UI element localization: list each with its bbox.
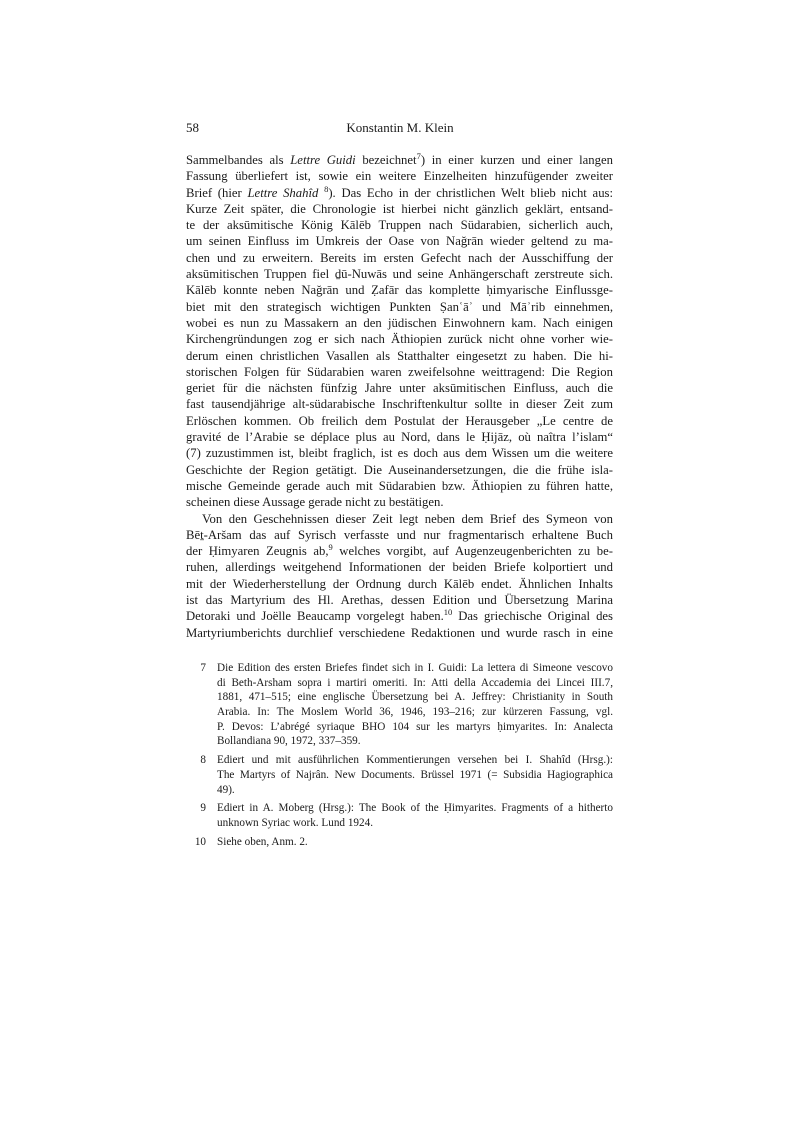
- footnote-reference: 7: [416, 151, 421, 161]
- text-run: chen und zu erweitern. Bereits im ersten Gefecht nach der Ausschiffung der: [186, 250, 613, 265]
- text-run: mit der Wiederherstellung der Ordnung durch Kālēb endet. Ähnlichen Inhalts: [186, 576, 613, 591]
- text-run: Das griechische Original des: [452, 609, 613, 624]
- text-line: [186, 413, 613, 429]
- text-run: ist das Martyrium des Hl. Arethas, dessen Edition und Übersetzung Marina: [186, 593, 613, 608]
- footnote-7: [186, 661, 613, 749]
- text-run: mische Gemeinde gerade auch mit Südarabien bzw. Äthiopien zu führen hatte,: [186, 478, 613, 493]
- footnote-10: [186, 835, 613, 850]
- footnote-line: unknown Syriac work. Lund 1924.: [217, 816, 373, 829]
- footnotes: [186, 661, 613, 853]
- text-run: Fassung überliefert ist, sowie ein weitere Einzelheiten hinzufügender zweiter: [186, 169, 613, 184]
- footnote-number: 10: [194, 835, 206, 848]
- text-line: [186, 576, 613, 592]
- footnote-line: P. Devos: L’abrégé syriaque BHO 104 sur les martyrs ḥimyarites. In: Analecta: [217, 720, 613, 733]
- text-run: Brief (hier: [186, 185, 248, 200]
- text-line: [186, 543, 613, 559]
- text-run: biet mit den strategisch wichtigen Punkten Ṣanʿāʾ und Māʾrib einnehmen,: [186, 299, 613, 314]
- running-header-author: Konstantin M. Klein: [346, 120, 454, 135]
- text-run: scheinen diese Aussage gerade nicht zu bestätigen.: [186, 495, 444, 510]
- text-run: wobei es nun zu Massakern an den jüdischen Einwohnern kam. Nach einigen: [186, 315, 613, 330]
- text-line: [186, 494, 613, 510]
- text-run: Kālēb konnte neben Nağrān und Ẓafār das komplette ḥimyarische Einflussge-: [186, 283, 613, 298]
- text-line: [186, 348, 613, 364]
- footnote-number: 7: [200, 662, 206, 674]
- footnote-number: 9: [200, 802, 206, 815]
- text-line: [186, 331, 613, 347]
- text-run: ) in einer kurzen und einer langen: [420, 153, 613, 167]
- text-run: Martyriumberichts durchlief verschiedene Redaktionen und wurde rasch in eine: [186, 625, 613, 640]
- text-run: Bēṯ-Aršam das auf Syrisch verfasste und nur fragmentarisch erhaltene Buch: [186, 527, 613, 542]
- text-line: [186, 152, 613, 168]
- text-line: [186, 462, 613, 478]
- text-run: geriet für die nächsten fünfzig Jahre unter aksūmitischen Einfluss, auch die: [186, 381, 613, 396]
- footnote-line: Bollandiana 90, 1972, 337–359.: [217, 735, 361, 748]
- footnote-reference: 10: [443, 607, 453, 618]
- text-run: gravité de l’Arabie se déplace plus au Nord, dans le Ḥijāz, où naîtra l’islam“: [186, 430, 613, 445]
- text-line: [186, 315, 613, 331]
- text-line: [186, 429, 613, 445]
- text-line: [186, 625, 613, 641]
- text-run: te der aksūmitische König Kālēb Truppen nach Südarabien, sicherlich auch,: [186, 218, 613, 233]
- text-run: fast tausendjährige alt-südarabische Inschriftenkultur sollte in dieser Zeit zum: [186, 397, 613, 412]
- text-run: storischen Folgen für Südarabien waren zweifelsohne weittragend: Die Region: [186, 364, 613, 379]
- body-text: [186, 152, 613, 641]
- text-line: [186, 299, 613, 315]
- text-line: [186, 168, 613, 184]
- text-run: bezeichnet: [355, 153, 417, 167]
- text-line: [186, 282, 613, 298]
- text-line: [186, 217, 613, 233]
- footnote-9: [186, 801, 613, 830]
- text-run: um seinen Einfluss im Umkreis der Oase von Nağrān wieder geltend zu ma-: [186, 234, 613, 249]
- text-run: ). Das Echo in der christlichen Welt blieb nicht aus:: [328, 185, 613, 200]
- text-line: [186, 608, 613, 624]
- text-line: [186, 250, 613, 266]
- footnote-line: 49).: [217, 783, 235, 796]
- text-run: Erlöschen kommen. Ob freilich dem Postulat der Herausgeber „Le centre de: [186, 413, 613, 428]
- footnote-line: Arabia. In: The Moslem World 36, 1946, 193–216; zur kürzeren Fassung, vgl.: [217, 706, 613, 719]
- text-line: [186, 511, 613, 527]
- text-line: [186, 233, 613, 249]
- text-line: [186, 592, 613, 608]
- footnote-line: Ediert und mit ausführlichen Kommentierungen versehen bei I. Shahîd (Hrsg.):: [217, 754, 613, 767]
- text-run: Sammelbandes als: [186, 153, 291, 167]
- text-run: Von den Geschehnissen dieser Zeit legt neben dem Brief des Symeon von: [202, 511, 613, 526]
- footnote-reference: 8: [324, 183, 329, 194]
- footnote-number: 8: [200, 754, 206, 767]
- text-line: [186, 478, 613, 494]
- text-run: (7) zuzustimmen ist, bleibt fraglich, ist es doch aus dem Wissen um die weitere: [186, 446, 613, 461]
- text-line: [186, 380, 613, 396]
- text-line: [186, 559, 613, 575]
- text-run: Detoraki und Joëlle Beaucamp vorgelegt haben.: [186, 609, 444, 624]
- text-line: [186, 364, 613, 380]
- text-run: Geschichte der Region getätigt. Die Auseinandersetzungen, die die frühe isla-: [186, 462, 613, 477]
- footnote-reference: 9: [328, 542, 333, 553]
- text-run: Kurze Zeit später, die Chronologie ist hierbei nicht gänzlich geklärt, entsand-: [186, 201, 613, 216]
- text-line: [186, 445, 613, 461]
- text-line: [186, 201, 613, 217]
- italic-title: Lettre Shahîd: [247, 185, 319, 200]
- text-line: [186, 266, 613, 282]
- footnote-line: Siehe oben, Anm. 2.: [217, 835, 308, 848]
- footnote-line: 1881, 471–515; eine englische Übersetzung bei A. Jeffrey: Christianity in South: [217, 691, 613, 704]
- text-run: ruhen, allerdings weitgehend Informationen der beiden Briefe kolportiert und: [186, 560, 613, 575]
- text-run: aksūmitischen Truppen fiel ḏū-Nuwās und seine Anhängerschaft zerstreute sich.: [186, 267, 613, 282]
- text-line: [186, 185, 613, 201]
- footnote-line: di Beth-Arsham sopra i martiri omeriti. In: Atti della Accademia dei Lincei III.7,: [217, 676, 613, 689]
- footnote-line: Ediert in A. Moberg (Hrsg.): The Book of the Ḥimyarites. Fragments of a hitherto: [217, 802, 613, 815]
- text-run: welches vorgibt, auf Augenzeugenberichten zu be-: [332, 544, 613, 559]
- footnote-8: [186, 753, 613, 797]
- page-number: 58: [186, 120, 199, 135]
- footnote-line: The Martyrs of Najrân. New Documents. Brüssel 1971 (= Subsidia Hagiographica: [217, 768, 613, 781]
- footnote-line: Die Edition des ersten Briefes findet sich in I. Guidi: La lettera di Simeone vescovo: [217, 662, 613, 674]
- italic-title: Lettre Guidi: [290, 153, 356, 167]
- text-run: Kirchengründungen zog er sich nach Äthiopien zurück nicht ohne vorher wie-: [186, 332, 613, 347]
- text-line: [186, 396, 613, 412]
- text-line: [186, 527, 613, 543]
- text-run: derum einen christlichen Vasallen als Statthalter eingesetzt zu haben. Die hi-: [186, 348, 613, 363]
- text-run: der Ḥimyaren Zeugnis ab,: [186, 544, 329, 559]
